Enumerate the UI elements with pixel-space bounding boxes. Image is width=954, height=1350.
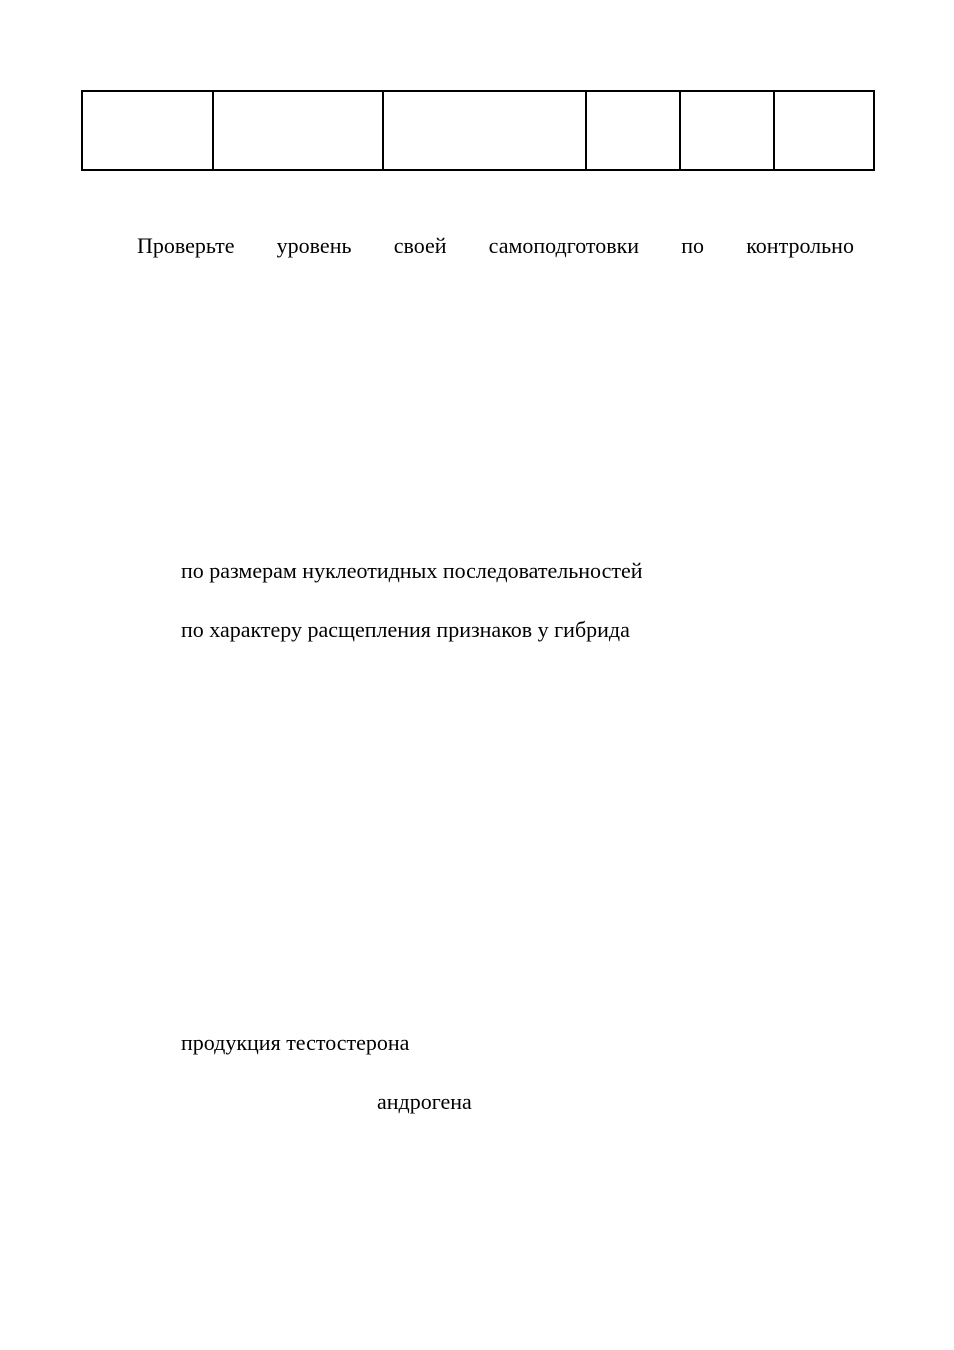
intro-word: по — [681, 233, 705, 258]
intro-word: самоподготовки — [488, 233, 640, 258]
intro-word: уровень — [276, 233, 352, 258]
empty-answer-table — [81, 90, 875, 171]
table-cell-1 — [82, 91, 213, 170]
text-line-nucleotide-sizes: по размерам нуклеотидных последовательностей — [181, 558, 643, 583]
table-row — [82, 91, 874, 170]
intro-sentence — [137, 233, 854, 259]
intro-word: Проверьте — [137, 233, 235, 258]
text-line-hybrid-segregation: по характеру расщепления признаков у гибрида — [181, 617, 630, 642]
intro-word: своей — [393, 233, 447, 258]
text-line-testosterone-production: продукция тестостерона — [181, 1030, 410, 1055]
text-line-androgen: андрогена — [377, 1089, 472, 1114]
table-cell-4 — [586, 91, 680, 170]
table-cell-3 — [383, 91, 586, 170]
table-cell-6 — [774, 91, 874, 170]
table-cell-2 — [213, 91, 383, 170]
intro-word: контрольно — [746, 233, 854, 258]
table-cell-5 — [680, 91, 774, 170]
